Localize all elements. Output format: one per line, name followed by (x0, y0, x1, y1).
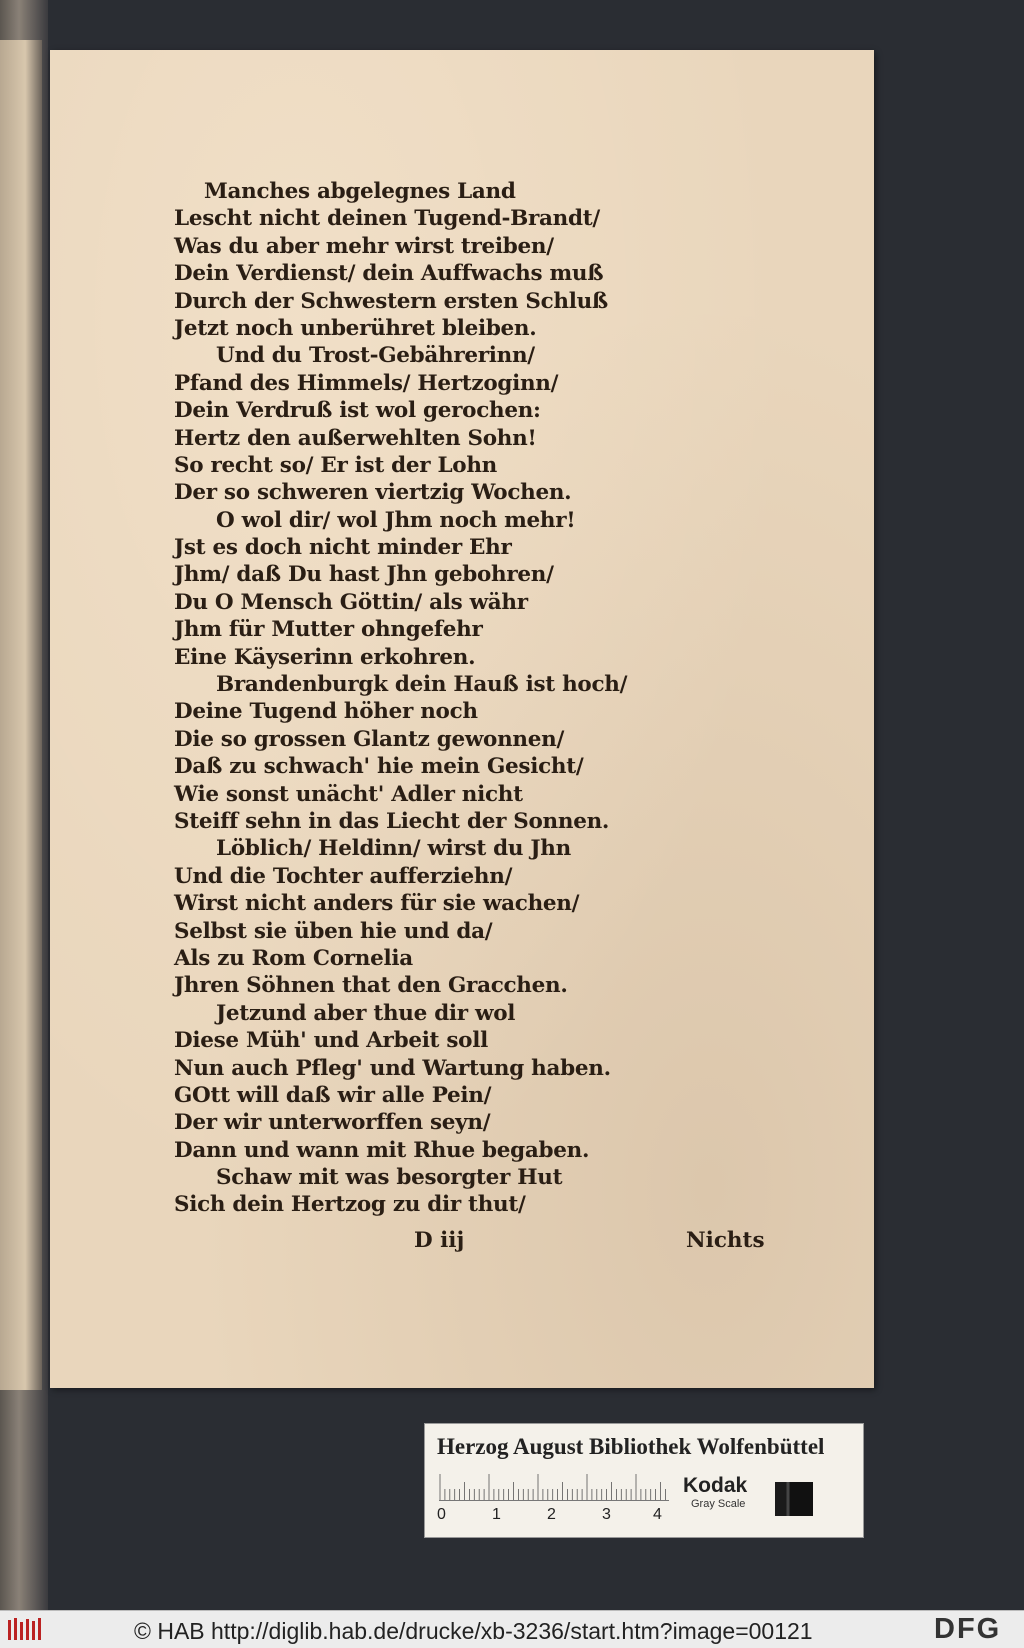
poem-line: Deine Tugend höher noch (174, 699, 478, 725)
poem-line: Löblich/ Heldinn/ wirst du Jhn (216, 836, 571, 862)
ruler-ticks (439, 1474, 669, 1500)
poem-line: Brandenburgk dein Hauß ist hoch/ (216, 672, 628, 698)
copyright-url[interactable]: © HAB http://diglib.hab.de/drucke/xb-3236/start.htm?image=00121 (134, 1618, 813, 1644)
poem-line: Eine Käyserinn erkohren. (174, 644, 476, 670)
poem-line: Nun auch Pfleg' und Wartung haben. (174, 1055, 611, 1081)
poem-line: Jhm/ daß Du hast Jhn gebohren/ (174, 562, 554, 588)
ruler-number: 4 (653, 1506, 662, 1523)
poem-line: Daß zu schwach' hie mein Gesicht/ (174, 754, 584, 780)
poem-line: Dann und wann mit Rhue begaben. (174, 1137, 590, 1163)
poem-line: Und die Tochter aufferziehn/ (174, 863, 513, 889)
poem-line: Selbst sie üben hie und da/ (174, 918, 493, 944)
poem-line: Manches abgelegnes Land (204, 179, 516, 204)
ruler-number: 1 (492, 1506, 501, 1523)
ruler-number: 0 (437, 1506, 446, 1523)
poem-line: Jetzund aber thue dir wol (216, 1000, 516, 1026)
poem-line: Dein Verdruß ist wol gerochen: (174, 398, 541, 424)
poem-line: Jetzt noch unberühret bleiben. (174, 315, 537, 341)
poem-line: Pfand des Himmels/ Hertzoginn/ (174, 370, 559, 396)
poem-line: Jhren Söhnen that den Gracchen. (174, 973, 568, 999)
scale-ruler (439, 1474, 669, 1501)
poem-line: Durch der Schwestern ersten Schluß (174, 288, 608, 314)
poem-line: Der so schweren viertzig Wochen. (174, 480, 572, 506)
library-name: Herzog August Bibliothek Wolfenbüttel (437, 1434, 825, 1459)
adjacent-page-edge (0, 40, 42, 1390)
poem-line: Jhm für Mutter ohngefehr (174, 617, 483, 643)
poem-line: Diese Müh' und Arbeit soll (174, 1028, 488, 1054)
poem-line: O wol dir/ wol Jhm noch mehr! (216, 507, 576, 533)
poem-line: GOtt will daß wir alle Pein/ (174, 1082, 492, 1108)
poem-line: Wirst nicht anders für sie wachen/ (174, 891, 580, 917)
poem-line: Was du aber mehr wirst treiben/ (174, 233, 554, 259)
kodak-logo: Kodak (683, 1474, 748, 1497)
dfg-logo: DFG (934, 1613, 1002, 1645)
book-spine-background (0, 0, 48, 1610)
color-calibration-card (424, 1423, 864, 1538)
poem-line: Wie sonst unächt' Adler nicht (174, 781, 523, 807)
signature-mark: D iij (414, 1228, 465, 1253)
poem-line: Sich dein Hertzog zu dir thut/ (174, 1192, 526, 1218)
poem-line: Der wir unterworffen seyn/ (174, 1110, 491, 1136)
hab-logo-icon (6, 1616, 46, 1644)
poem-text-block (174, 178, 694, 1219)
poem-line: Die so grossen Glantz gewonnen/ (174, 726, 565, 752)
poem-line: Lescht nicht deinen Tugend-Brandt/ (174, 206, 600, 232)
poem-line: Als zu Rom Cornelia (174, 945, 413, 971)
poem-line: Du O Mensch Göttin/ als währ (174, 589, 528, 615)
catchword: Nichts (686, 1228, 765, 1253)
ruler-number: 3 (602, 1506, 611, 1523)
viewer-footer (0, 1610, 1024, 1648)
gray-swatch (775, 1482, 813, 1516)
poem-line: Hertz den außerwehlten Sohn! (174, 425, 537, 451)
poem-line: Schaw mit was besorgter Hut (216, 1165, 563, 1191)
poem-line: Steiff sehn in das Liecht der Sonnen. (174, 808, 610, 834)
ruler-number: 2 (547, 1506, 556, 1523)
poem-line: Jst es doch nicht minder Ehr (174, 535, 512, 561)
poem-line: So recht so/ Er ist der Lohn (174, 452, 498, 478)
poem-line: Und du Trost-Gebährerinn/ (216, 343, 535, 369)
gray-scale-label: Gray Scale (691, 1498, 746, 1510)
page-footer-row (174, 1228, 794, 1258)
poem-line: Dein Verdienst/ dein Auffwachs muß (174, 261, 604, 287)
